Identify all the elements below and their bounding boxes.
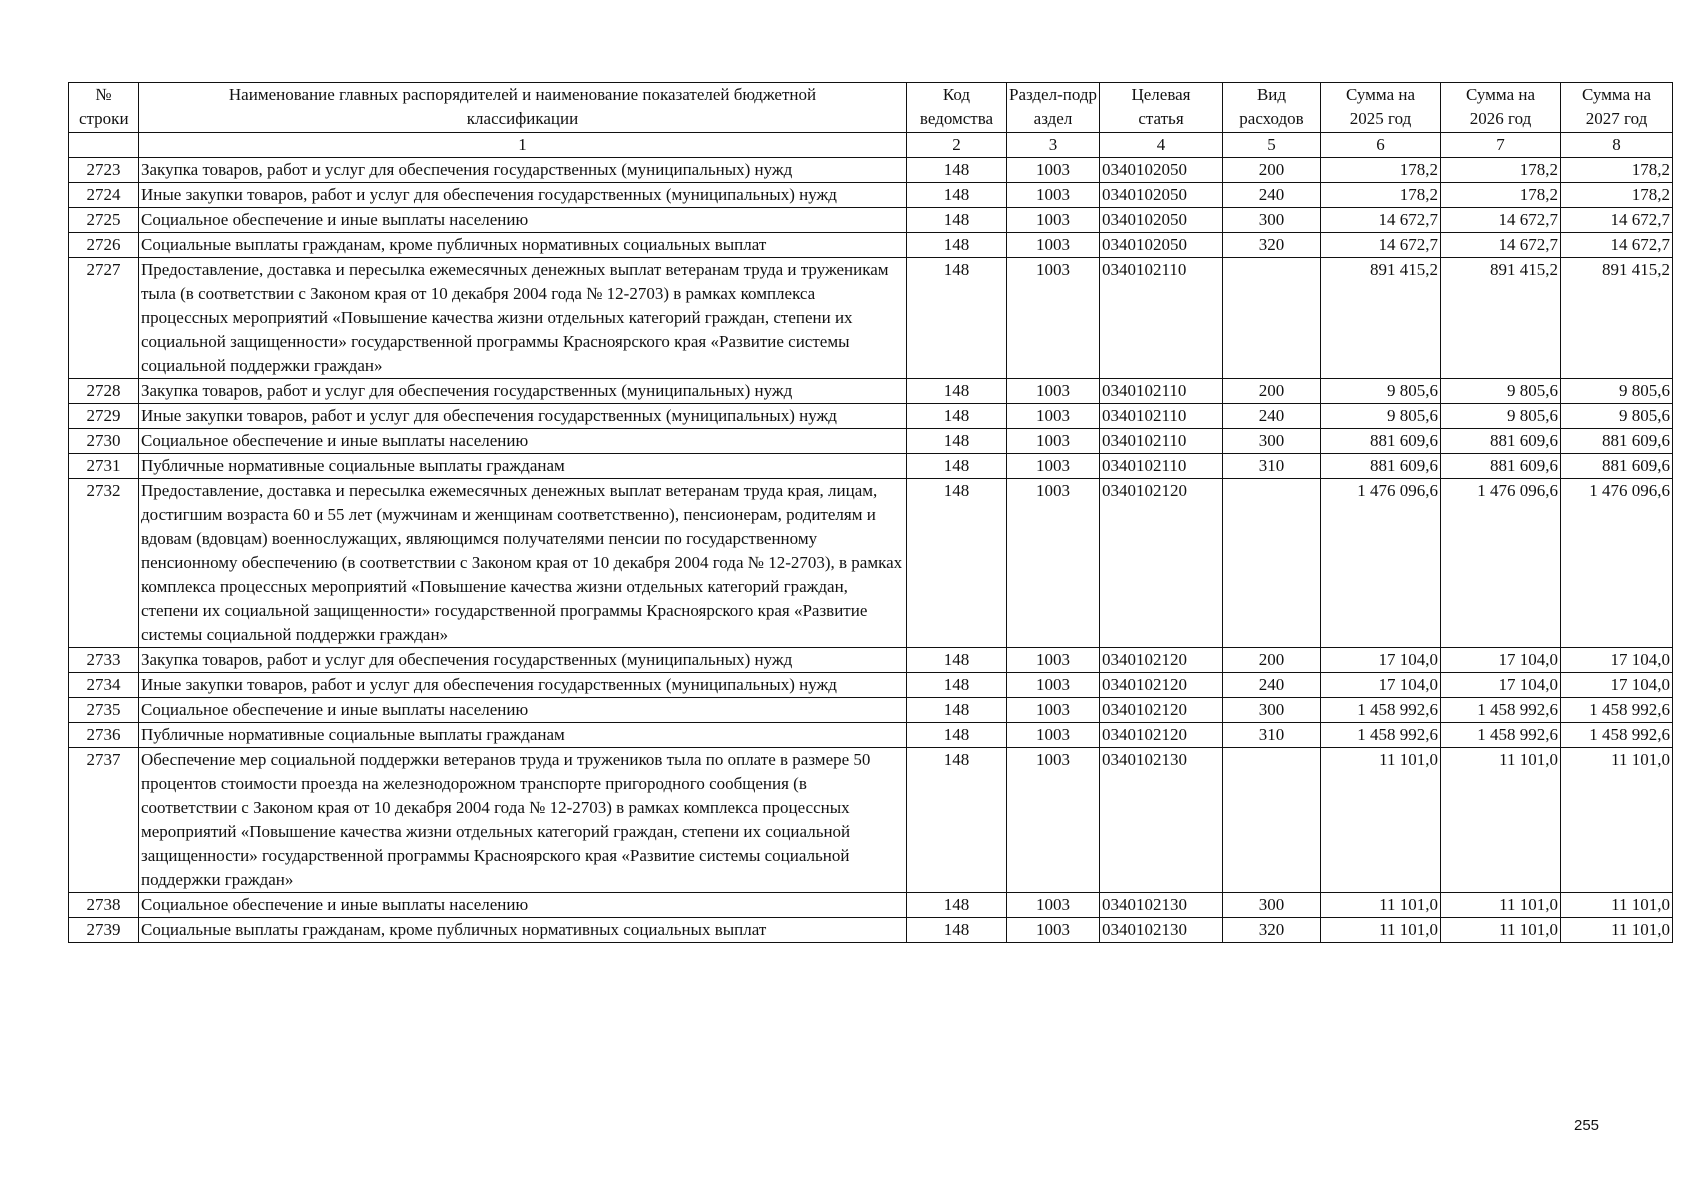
- row-sum-2025: 9 805,6: [1321, 379, 1441, 404]
- row-section: 1003: [1007, 648, 1100, 673]
- row-name: Публичные нормативные социальные выплаты гражданам: [139, 723, 907, 748]
- row-sum-2027: 178,2: [1561, 183, 1673, 208]
- row-name: Предоставление, доставка и пересылка ежемесячных денежных выплат ветеранам труда и труженикам тыла (в соответствии с Законом края от 10 декабря 2004 года № 12-2703) в рамках комплекса процессных мероприятий «Повышение качества жизни отдельных категорий граждан, степени их социальной защищенности» государственной программы Красноярского края «Развитие системы социальной поддержки граждан»: [139, 258, 907, 379]
- row-expense-type: 300: [1223, 893, 1321, 918]
- row-dept-code: 148: [907, 404, 1007, 429]
- row-sum-2026: 178,2: [1441, 158, 1561, 183]
- row-dept-code: 148: [907, 698, 1007, 723]
- row-expense-type: 320: [1223, 233, 1321, 258]
- row-number: 2725: [69, 208, 139, 233]
- row-sum-2026: 881 609,6: [1441, 429, 1561, 454]
- row-name: Публичные нормативные социальные выплаты гражданам: [139, 454, 907, 479]
- row-sum-2025: 17 104,0: [1321, 648, 1441, 673]
- column-number: 7: [1441, 133, 1561, 158]
- column-number: 5: [1223, 133, 1321, 158]
- row-number: 2733: [69, 648, 139, 673]
- row-target: 0340102130: [1100, 748, 1223, 893]
- row-section: 1003: [1007, 379, 1100, 404]
- table-row: [69, 479, 1673, 648]
- table-row: [69, 748, 1673, 893]
- row-dept-code: 148: [907, 233, 1007, 258]
- row-name: Социальное обеспечение и иные выплаты населению: [139, 893, 907, 918]
- row-name: Социальные выплаты гражданам, кроме публичных нормативных социальных выплат: [139, 233, 907, 258]
- row-dept-code: 148: [907, 648, 1007, 673]
- row-target: 0340102110: [1100, 379, 1223, 404]
- row-sum-2025: 1 458 992,6: [1321, 698, 1441, 723]
- row-name: Обеспечение мер социальной поддержки ветеранов труда и тружеников тыла по оплате в размере 50 процентов стоимости проезда на железнодорожном транспорте пригородного сообщения (в соответствии с Законом края от 10 декабря 2004 года № 12-2703) в рамках комплекса процессных мероприятий «Повышение качества жизни отдельных категорий граждан, степени их социальной защищенности» государственной программы Красноярского края «Развитие системы социальной поддержки граждан»: [139, 748, 907, 893]
- table-row: [69, 698, 1673, 723]
- row-section: 1003: [1007, 479, 1100, 648]
- table-row: [69, 723, 1673, 748]
- row-section: 1003: [1007, 893, 1100, 918]
- row-dept-code: 148: [907, 208, 1007, 233]
- row-name: Социальное обеспечение и иные выплаты населению: [139, 429, 907, 454]
- row-sum-2027: 17 104,0: [1561, 673, 1673, 698]
- row-sum-2027: 11 101,0: [1561, 893, 1673, 918]
- row-dept-code: 148: [907, 673, 1007, 698]
- row-number: 2723: [69, 158, 139, 183]
- row-section: 1003: [1007, 723, 1100, 748]
- row-target: 0340102130: [1100, 918, 1223, 943]
- row-dept-code: 148: [907, 748, 1007, 893]
- row-expense-type: 320: [1223, 918, 1321, 943]
- row-name: Иные закупки товаров, работ и услуг для обеспечения государственных (муниципальных) нужд: [139, 404, 907, 429]
- row-sum-2026: 11 101,0: [1441, 918, 1561, 943]
- row-number: 2736: [69, 723, 139, 748]
- row-sum-2027: 1 476 096,6: [1561, 479, 1673, 648]
- row-target: 0340102120: [1100, 648, 1223, 673]
- table-row: [69, 208, 1673, 233]
- row-target: 0340102120: [1100, 723, 1223, 748]
- row-expense-type: 240: [1223, 404, 1321, 429]
- row-target: 0340102110: [1100, 429, 1223, 454]
- header-dept-code: Код ведомства: [907, 83, 1007, 133]
- header-sum-2026: Сумма на 2026 год: [1441, 83, 1561, 133]
- row-sum-2027: 881 609,6: [1561, 454, 1673, 479]
- row-number: 2738: [69, 893, 139, 918]
- row-sum-2025: 881 609,6: [1321, 429, 1441, 454]
- row-target: 0340102110: [1100, 404, 1223, 429]
- row-sum-2025: 11 101,0: [1321, 748, 1441, 893]
- row-number: 2731: [69, 454, 139, 479]
- table-header: [69, 83, 1673, 158]
- table-row: [69, 233, 1673, 258]
- row-sum-2025: 11 101,0: [1321, 893, 1441, 918]
- row-sum-2027: 9 805,6: [1561, 404, 1673, 429]
- row-sum-2027: 891 415,2: [1561, 258, 1673, 379]
- row-target: 0340102120: [1100, 479, 1223, 648]
- row-sum-2027: 11 101,0: [1561, 918, 1673, 943]
- page-number: 255: [1574, 1117, 1600, 1134]
- row-sum-2026: 9 805,6: [1441, 379, 1561, 404]
- row-section: 1003: [1007, 918, 1100, 943]
- row-number: 2734: [69, 673, 139, 698]
- row-number: 2724: [69, 183, 139, 208]
- row-target: 0340102050: [1100, 158, 1223, 183]
- row-sum-2026: 178,2: [1441, 183, 1561, 208]
- row-sum-2027: 14 672,7: [1561, 208, 1673, 233]
- row-name: Предоставление, доставка и пересылка ежемесячных денежных выплат ветеранам труда края, лицам, достигшим возраста 60 и 55 лет (мужчинам и женщинам соответственно), пенсионерам, родителям и вдовам (вдовцам) военнослужащих, являющимся получателями пенсии по государственному пенсионному обеспечению (в соответствии с Законом края от 10 декабря 2004 года № 12-2703), в рамках комплекса процессных мероприятий «Повышение качества жизни отдельных категорий граждан, степени их социальной защищенности» государственной программы Красноярского края «Развитие системы социальной поддержки граждан»: [139, 479, 907, 648]
- row-dept-code: 148: [907, 429, 1007, 454]
- row-name: Закупка товаров, работ и услуг для обеспечения государственных (муниципальных) нужд: [139, 648, 907, 673]
- table-row: [69, 648, 1673, 673]
- row-expense-type: 240: [1223, 183, 1321, 208]
- row-target: 0340102120: [1100, 698, 1223, 723]
- row-target: 0340102050: [1100, 208, 1223, 233]
- row-section: 1003: [1007, 258, 1100, 379]
- row-name: Иные закупки товаров, работ и услуг для обеспечения государственных (муниципальных) нужд: [139, 673, 907, 698]
- column-number: [69, 133, 139, 158]
- row-sum-2025: 17 104,0: [1321, 673, 1441, 698]
- budget-table: [68, 82, 1673, 943]
- row-number: 2726: [69, 233, 139, 258]
- row-expense-type: 310: [1223, 454, 1321, 479]
- row-sum-2026: 1 476 096,6: [1441, 479, 1561, 648]
- row-section: 1003: [1007, 429, 1100, 454]
- row-sum-2026: 17 104,0: [1441, 648, 1561, 673]
- row-sum-2025: 891 415,2: [1321, 258, 1441, 379]
- row-name: Иные закупки товаров, работ и услуг для обеспечения государственных (муниципальных) нужд: [139, 183, 907, 208]
- row-expense-type: 240: [1223, 673, 1321, 698]
- row-sum-2025: 14 672,7: [1321, 208, 1441, 233]
- row-expense-type: 300: [1223, 698, 1321, 723]
- header-row-number: № строки: [69, 83, 139, 133]
- table-row: [69, 158, 1673, 183]
- row-expense-type: 200: [1223, 158, 1321, 183]
- row-number: 2729: [69, 404, 139, 429]
- row-sum-2026: 891 415,2: [1441, 258, 1561, 379]
- row-sum-2026: 14 672,7: [1441, 233, 1561, 258]
- table-row: [69, 404, 1673, 429]
- header-sum-2027: Сумма на 2027 год: [1561, 83, 1673, 133]
- row-section: 1003: [1007, 158, 1100, 183]
- row-sum-2025: 1 458 992,6: [1321, 723, 1441, 748]
- row-name: Социальное обеспечение и иные выплаты населению: [139, 208, 907, 233]
- table-row: [69, 429, 1673, 454]
- row-expense-type: 300: [1223, 429, 1321, 454]
- row-target: 0340102050: [1100, 183, 1223, 208]
- column-number: 2: [907, 133, 1007, 158]
- row-sum-2027: 14 672,7: [1561, 233, 1673, 258]
- row-expense-type: 200: [1223, 648, 1321, 673]
- row-expense-type: [1223, 748, 1321, 893]
- row-sum-2025: 9 805,6: [1321, 404, 1441, 429]
- row-sum-2025: 11 101,0: [1321, 918, 1441, 943]
- row-target: 0340102130: [1100, 893, 1223, 918]
- header-sum-2025: Сумма на 2025 год: [1321, 83, 1441, 133]
- column-number: 8: [1561, 133, 1673, 158]
- row-target: 0340102110: [1100, 258, 1223, 379]
- row-name: Закупка товаров, работ и услуг для обеспечения государственных (муниципальных) нужд: [139, 379, 907, 404]
- header-expense-type: Вид расходов: [1223, 83, 1321, 133]
- row-section: 1003: [1007, 673, 1100, 698]
- row-number: 2728: [69, 379, 139, 404]
- row-expense-type: 310: [1223, 723, 1321, 748]
- row-dept-code: 148: [907, 183, 1007, 208]
- row-sum-2025: 14 672,7: [1321, 233, 1441, 258]
- row-dept-code: 148: [907, 479, 1007, 648]
- table-row: [69, 918, 1673, 943]
- column-number: 4: [1100, 133, 1223, 158]
- row-expense-type: [1223, 479, 1321, 648]
- row-sum-2027: 881 609,6: [1561, 429, 1673, 454]
- column-number-row: [69, 133, 1673, 158]
- row-target: 0340102120: [1100, 673, 1223, 698]
- row-number: 2737: [69, 748, 139, 893]
- row-expense-type: 300: [1223, 208, 1321, 233]
- row-name: Социальные выплаты гражданам, кроме публичных нормативных социальных выплат: [139, 918, 907, 943]
- row-sum-2027: 11 101,0: [1561, 748, 1673, 893]
- row-dept-code: 148: [907, 158, 1007, 183]
- row-sum-2027: 1 458 992,6: [1561, 698, 1673, 723]
- row-number: 2732: [69, 479, 139, 648]
- row-sum-2026: 9 805,6: [1441, 404, 1561, 429]
- table-row: [69, 893, 1673, 918]
- row-sum-2027: 1 458 992,6: [1561, 723, 1673, 748]
- row-section: 1003: [1007, 748, 1100, 893]
- row-sum-2027: 17 104,0: [1561, 648, 1673, 673]
- row-dept-code: 148: [907, 723, 1007, 748]
- table-row: [69, 454, 1673, 479]
- row-dept-code: 148: [907, 454, 1007, 479]
- header-target: Целевая статья: [1100, 83, 1223, 133]
- row-section: 1003: [1007, 208, 1100, 233]
- row-sum-2027: 178,2: [1561, 158, 1673, 183]
- row-dept-code: 148: [907, 379, 1007, 404]
- row-section: 1003: [1007, 183, 1100, 208]
- row-target: 0340102050: [1100, 233, 1223, 258]
- row-sum-2025: 881 609,6: [1321, 454, 1441, 479]
- row-sum-2026: 1 458 992,6: [1441, 723, 1561, 748]
- row-sum-2026: 11 101,0: [1441, 748, 1561, 893]
- row-sum-2025: 178,2: [1321, 183, 1441, 208]
- row-sum-2026: 881 609,6: [1441, 454, 1561, 479]
- row-sum-2026: 17 104,0: [1441, 673, 1561, 698]
- column-number: 6: [1321, 133, 1441, 158]
- table-body: [69, 158, 1673, 943]
- row-dept-code: 148: [907, 918, 1007, 943]
- row-number: 2727: [69, 258, 139, 379]
- row-section: 1003: [1007, 233, 1100, 258]
- row-sum-2027: 9 805,6: [1561, 379, 1673, 404]
- row-sum-2026: 14 672,7: [1441, 208, 1561, 233]
- table-row: [69, 183, 1673, 208]
- column-number: 3: [1007, 133, 1100, 158]
- row-expense-type: 200: [1223, 379, 1321, 404]
- row-sum-2025: 178,2: [1321, 158, 1441, 183]
- row-target: 0340102110: [1100, 454, 1223, 479]
- header-name: Наименование главных распорядителей и наименование показателей бюджетной классификации: [139, 83, 907, 133]
- row-dept-code: 148: [907, 893, 1007, 918]
- row-sum-2026: 11 101,0: [1441, 893, 1561, 918]
- row-dept-code: 148: [907, 258, 1007, 379]
- row-section: 1003: [1007, 698, 1100, 723]
- table-row: [69, 258, 1673, 379]
- row-name: Закупка товаров, работ и услуг для обеспечения государственных (муниципальных) нужд: [139, 158, 907, 183]
- row-section: 1003: [1007, 454, 1100, 479]
- row-sum-2025: 1 476 096,6: [1321, 479, 1441, 648]
- row-number: 2735: [69, 698, 139, 723]
- row-number: 2730: [69, 429, 139, 454]
- table-row: [69, 673, 1673, 698]
- row-name: Социальное обеспечение и иные выплаты населению: [139, 698, 907, 723]
- row-sum-2026: 1 458 992,6: [1441, 698, 1561, 723]
- column-number: 1: [139, 133, 907, 158]
- header-section: Раздел-подраздел: [1007, 83, 1100, 133]
- row-number: 2739: [69, 918, 139, 943]
- row-section: 1003: [1007, 404, 1100, 429]
- row-expense-type: [1223, 258, 1321, 379]
- table-row: [69, 379, 1673, 404]
